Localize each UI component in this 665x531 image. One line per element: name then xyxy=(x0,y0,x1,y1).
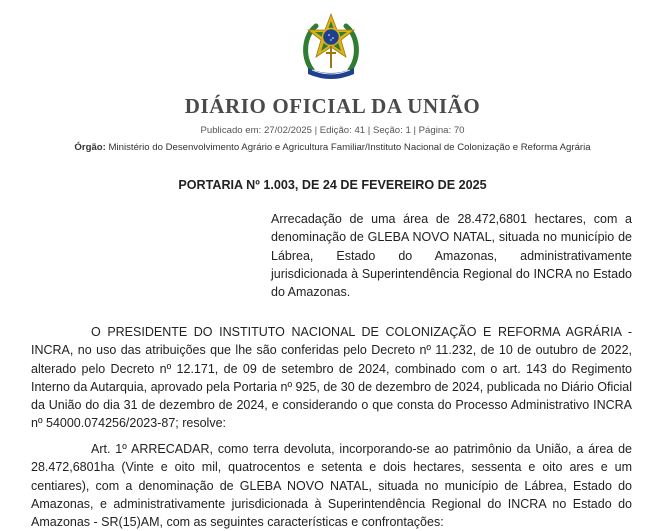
orgao-line xyxy=(0,142,665,153)
article-1-paragraph: Art. 1º ARRECADAR, como terra devoluta, incorporando-se ao patrimônio da União, a área de 28.472,6801ha (Vinte e oito mil, quatrocentos e setenta e dois hectares, sessenta e oito ares e um centiares), com a denominação de GLEBA NOVO NATAL, situada no município de Lábrea, Estado do Amazonas, e administrativamente jurisdicionada à Superintendência Regional do INCRA no Estado do Amazonas - SR(15)AM, com as seguintes características e confrontações: xyxy=(31,442,632,530)
portaria-heading: PORTARIA Nº 1.003, DE 24 DE FEVEREIRO DE 2025 xyxy=(178,178,487,192)
publication-meta: Publicado em: 27/02/2025 | Edição: 41 | Seção: 1 | Página: 70 xyxy=(200,125,465,136)
orgao-value: Ministério do Desenvolvimento Agrário e Agricultura Familiar/Instituto Nacional de Colonização e Reforma Agrária xyxy=(105,142,591,153)
coat-of-arms-icon xyxy=(298,12,364,82)
newspaper-title: DIÁRIO OFICIAL DA UNIÃO xyxy=(184,94,481,118)
preamble-paragraph: O PRESIDENTE DO INSTITUTO NACIONAL DE COLONIZAÇÃO E REFORMA AGRÁRIA - INCRA, no uso das atribuições que lhe são conferidas pelo Decreto nº 11.232, de 10 de outubro de 2022, alterado pelo Decreto nº 12.171, de 09 de setembro de 2024, combinado com o art. 143 do Regimento Interno da Autarquia, aprovado pela Portaria nº 925, de 30 de dezembro de 2024, publicada no Diário Oficial da União do dia 31 de dezembro de 2024, e considerando o que consta do Processo Administrativo INCRA nº 54000.074256/2023-87; resolve: xyxy=(31,325,632,431)
orgao-label: Órgão: xyxy=(74,142,106,153)
ementa: Arrecadação de uma área de 28.472,6801 hectares, com a denominação de GLEBA NOVO NATAL, situada no município de Lábrea, Estado do Amazonas, administrativamente jurisdicionada à Superintendência Regional do INCRA no Estado do Amazonas. xyxy=(271,212,632,300)
